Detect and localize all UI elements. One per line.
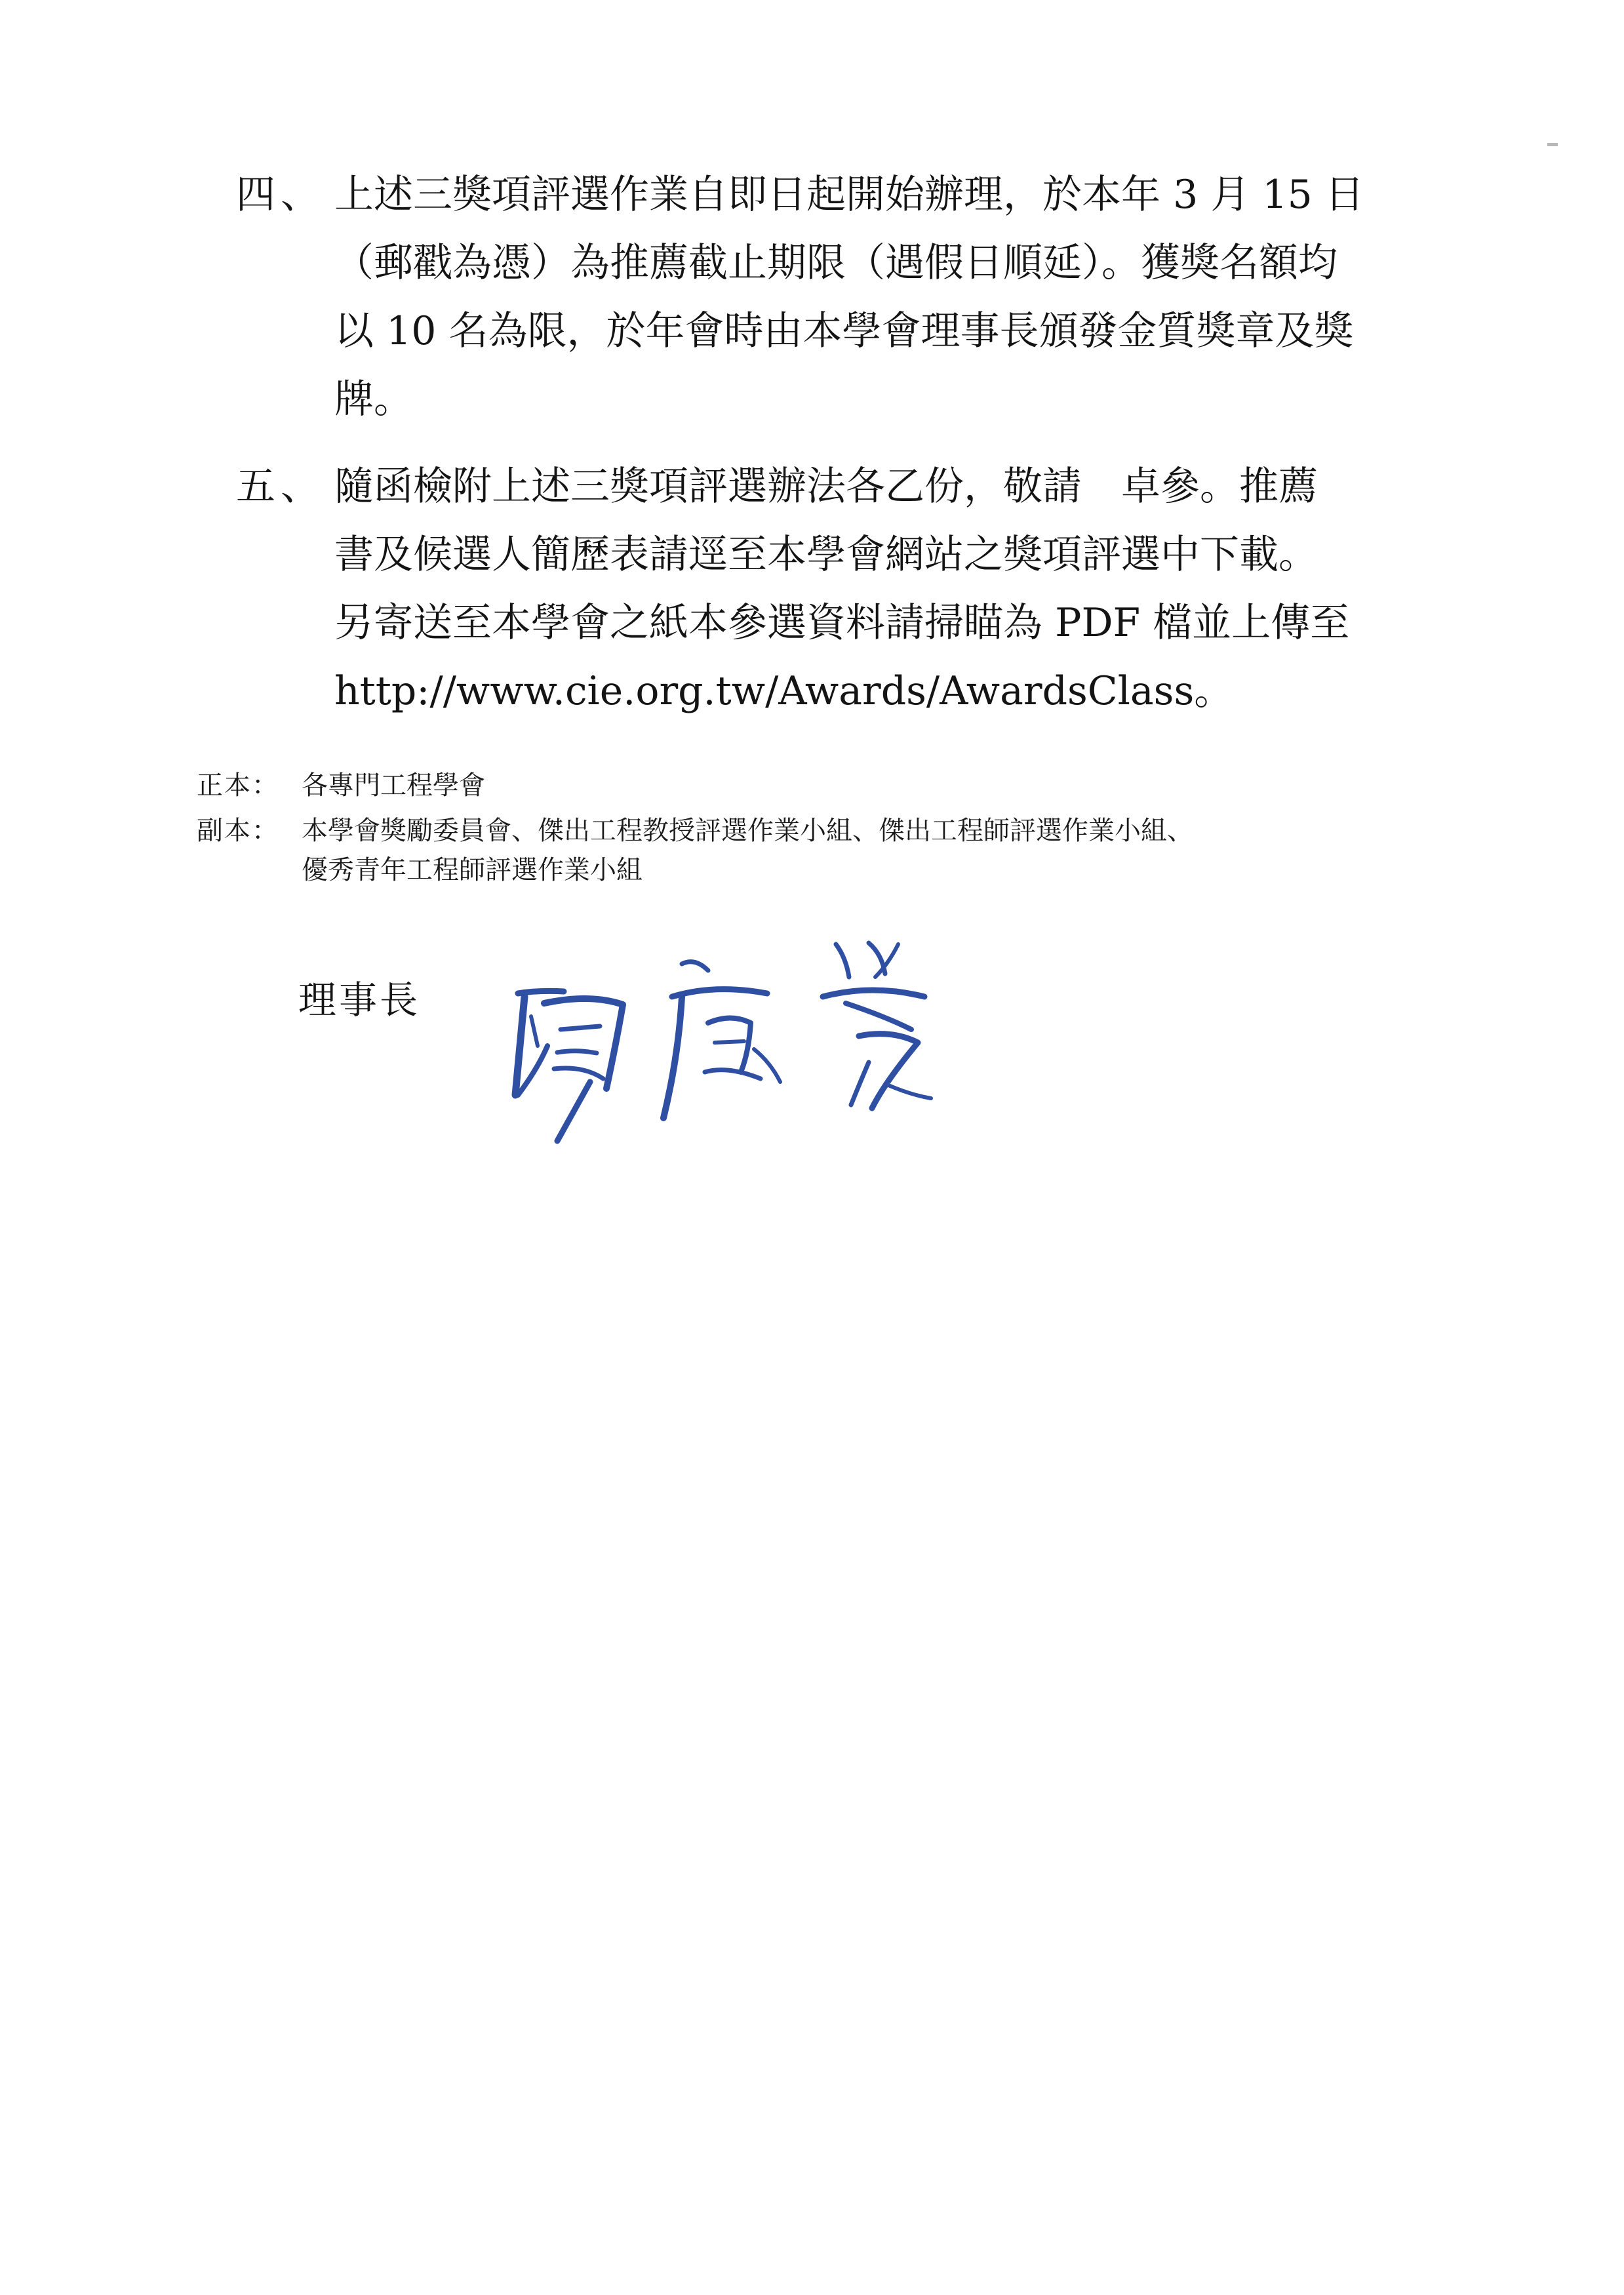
copy-recipients-text: 本學會獎勵委員會、傑出工程教授評選作業小組、傑出工程師評選作業小組、 優秀青年工程師評選作業小組 (302, 816, 1193, 885)
copy-recipients-label: 副本： (197, 816, 279, 846)
signature-icon (492, 931, 964, 1167)
item-five-text: 隨函檢附上述三獎項評選辦法各乙份，敬請 卓參。推薦 書及候選人簡歷表請逕至本學會網站之獎項評選中下載。 另寄送至本學會之紙本參選資料請掃瞄為 PDF 檔並上傳至 http://www.cie.org.tw/Awards/AwardsClass。 (334, 464, 1350, 714)
chairman-title: 理事長 (298, 978, 421, 1022)
original-recipient-text: 各專門工程學會 (302, 770, 485, 801)
item-four-number: 四、 (236, 172, 325, 218)
item-five-number: 五、 (236, 464, 325, 509)
scan-mark (1547, 143, 1558, 146)
original-recipient-label: 正本： (197, 770, 279, 801)
item-four-text: 上述三獎項評選作業自即日起開始辦理，於本年 3 月 15 日 （郵戳為憑）為推薦截止期限（遇假日順延）。獲獎名額均 以 10 名為限，於年會時由本學會理事長頒發金質獎章及獎 牌。 (334, 172, 1364, 422)
